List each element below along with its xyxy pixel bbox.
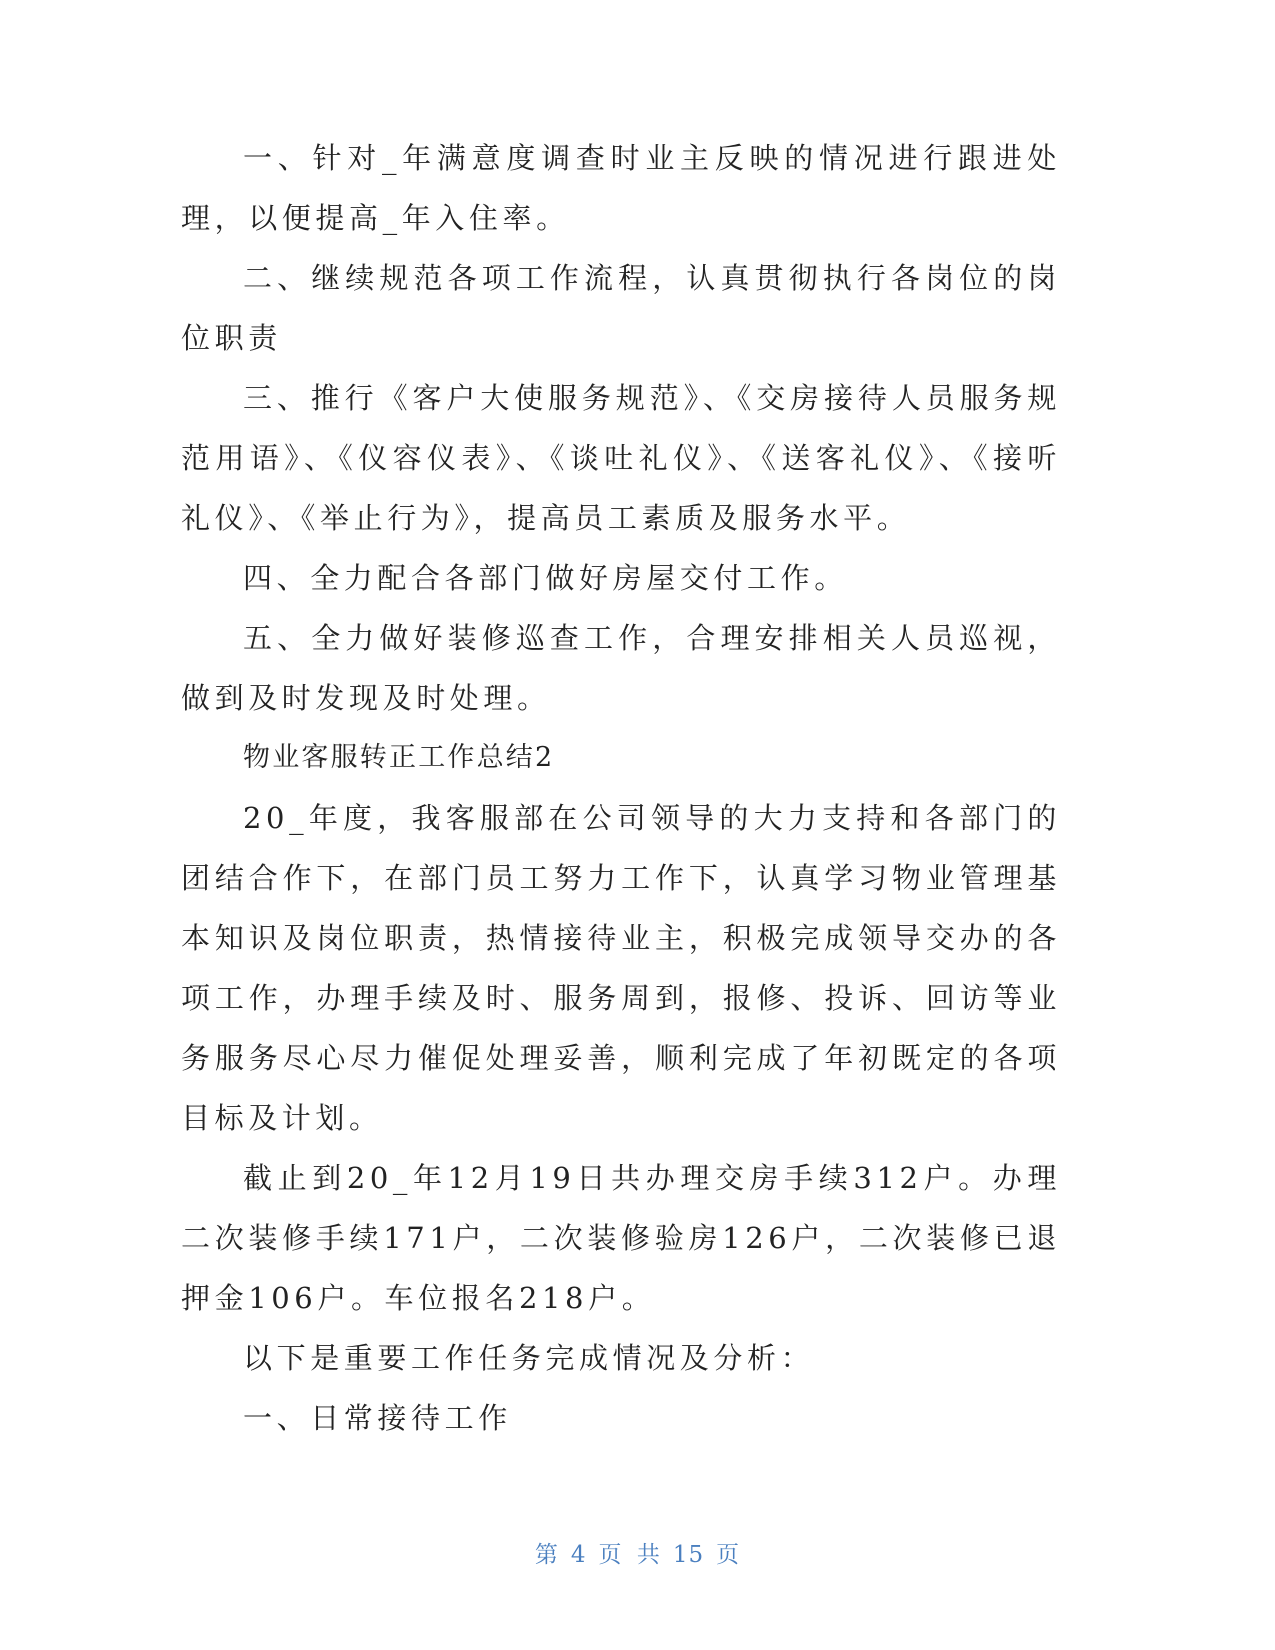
body-paragraph-summary: 20_年度，我客服部在公司领导的大力支持和各部门的团结合作下，在部门员工努力工作下，认真学习物业管理基本知识及岗位职责，热情接待业主，积极完成领导交办的各项工作，办理手续及时、服务周到，报修、投诉、回访等业务服务尽心尽力催促处理妥善，顺利完成了年初既定的各项目标及计划。 (181, 801, 1061, 1135)
body-paragraph-statistics: 截止到20_年12月19日共办理交房手续312户。办理二次装修手续171户，二次装修验房126户，二次装修已退押金106户。车位报名218户。 (181, 1161, 1061, 1315)
paragraph-item-3: 三、推行《客户大使服务规范》、《交房接待人员服务规范用语》、《仪容仪表》、《谈吐礼仪》、《送客礼仪》、《接听礼仪》、《举止行为》，提高员工素质及服务水平。 (181, 381, 1061, 535)
paragraph-item-2: 二、继续规范各项工作流程，认真贯彻执行各岗位的岗位职责 (181, 261, 1061, 355)
body-paragraph-subheading: 一、日常接待工作 (243, 1401, 512, 1435)
paragraph-item-4: 四、全力配合各部门做好房屋交付工作。 (243, 561, 848, 595)
paragraph-item-5: 五、全力做好装修巡查工作，合理安排相关人员巡视，做到及时发现及时处理。 (181, 621, 1061, 715)
footer-suffix: 页 (716, 1542, 741, 1568)
footer-page-number: 4 (570, 1542, 587, 1568)
section-title: 物业客服转正工作总结2 (243, 742, 555, 773)
document-body (181, 128, 1061, 1448)
paragraph-item-1: 一、针对_年满意度调查时业主反映的情况进行跟进处理，以便提高_年入住率。 (181, 141, 1061, 235)
body-paragraph-intro: 以下是重要工作任务完成情况及分析： (243, 1341, 815, 1375)
page-footer (0, 1536, 1275, 1569)
footer-middle: 页 共 (598, 1542, 661, 1568)
footer-prefix: 第 (534, 1542, 559, 1568)
footer-total-pages: 15 (672, 1542, 705, 1568)
